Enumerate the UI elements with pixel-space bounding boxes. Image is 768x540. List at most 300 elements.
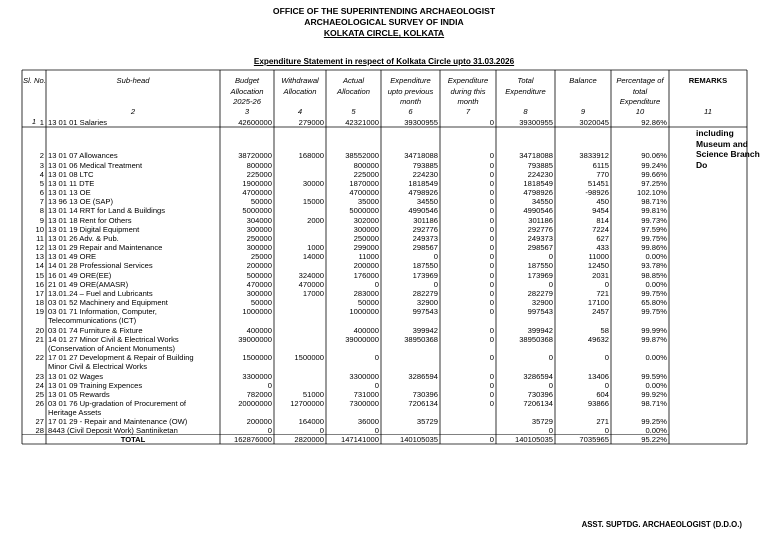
header-exp-month: during this bbox=[450, 86, 486, 96]
row-sub-head: 21 01 49 ORE(AMASR) bbox=[48, 279, 129, 289]
row-pct: 0.00% bbox=[645, 380, 667, 390]
row-sub-head: 17 01 29 - Repair and Maintenance (OW) bbox=[48, 416, 188, 426]
row-balance: 433 bbox=[596, 242, 609, 252]
statement-title: Expenditure Statement in respect of Kolkata Circle upto 31.03.2026 bbox=[253, 57, 515, 66]
row-budget: 304000 bbox=[246, 215, 272, 225]
row-actual: 4700000 bbox=[349, 187, 379, 197]
row-prev: 34550 bbox=[416, 196, 438, 206]
row-pct: 98.71% bbox=[641, 398, 667, 408]
row-sl-no: 25 bbox=[35, 389, 44, 399]
row-sl-no: 7 bbox=[39, 196, 44, 206]
column-number: 5 bbox=[351, 107, 356, 116]
row-month: 0 bbox=[489, 160, 494, 170]
row-month: 0 bbox=[489, 215, 494, 225]
row-withdrawal: 324000 bbox=[298, 270, 324, 280]
row-prev: 249373 bbox=[412, 233, 438, 243]
row-pct: 0.00% bbox=[645, 251, 667, 261]
row-sl-no: 18 bbox=[35, 297, 44, 307]
row-sub-head: 13 01 02 Wages bbox=[48, 371, 104, 381]
row-month: 0 bbox=[489, 297, 494, 307]
row-month: 0 bbox=[489, 169, 494, 179]
header-actual: Actual bbox=[342, 76, 365, 85]
header-exp-prev: Expenditure bbox=[390, 76, 431, 85]
row-month: 0 bbox=[489, 224, 494, 234]
row-pct: 90.06% bbox=[641, 150, 667, 160]
row-balance: 49632 bbox=[587, 334, 609, 344]
row-balance: 13406 bbox=[587, 371, 609, 381]
remarks-note: including Museum and Science Branch Do bbox=[696, 128, 760, 170]
row-total: 292776 bbox=[527, 224, 553, 234]
row-withdrawal: 51000 bbox=[302, 389, 324, 399]
row-sub-head: 13 01 05 Rewards bbox=[48, 389, 110, 399]
total-withdrawal: 2820000 bbox=[294, 435, 324, 445]
row-pct: 93.78% bbox=[641, 260, 667, 270]
row-sl-no: 4 bbox=[39, 169, 44, 179]
row-prev: 997543 bbox=[412, 306, 438, 316]
column-number: 10 bbox=[635, 107, 645, 116]
row-balance: 0 bbox=[604, 279, 609, 289]
row-pct: 0.00% bbox=[645, 279, 667, 289]
row-budget: 1900000 bbox=[242, 178, 272, 188]
row-month: 0 bbox=[489, 260, 494, 270]
row-prev: 298567 bbox=[412, 242, 438, 252]
row-budget: 300000 bbox=[246, 242, 272, 252]
row-prev: 4798926 bbox=[408, 187, 438, 197]
row-prev: 35729 bbox=[416, 416, 438, 426]
row-actual: 300000 bbox=[353, 224, 379, 234]
row-sl-no: 22 bbox=[35, 352, 44, 362]
row-prev: 730396 bbox=[412, 389, 438, 399]
row-sub-head: 03 01 71 Information, Computer, bbox=[48, 306, 157, 316]
row-sub-head: 8443 (Civil Deposit Work) Santiniketan bbox=[48, 425, 178, 435]
column-number: 11 bbox=[704, 107, 712, 116]
header-percent: Expenditure bbox=[619, 97, 661, 106]
header-sl-no: Sl. No. bbox=[23, 76, 46, 85]
total-month: 0 bbox=[489, 435, 494, 445]
row-actual: 176000 bbox=[353, 270, 379, 280]
row-actual: 800000 bbox=[353, 160, 379, 170]
row-pct: 0.00% bbox=[645, 352, 667, 362]
row-budget: 50000 bbox=[250, 297, 272, 307]
row-pct: 97.59% bbox=[641, 224, 667, 234]
row-budget: 39000000 bbox=[238, 334, 272, 344]
row-prev: 34718088 bbox=[404, 150, 438, 160]
row-month: 0 bbox=[489, 279, 494, 289]
row-total: 34550 bbox=[531, 196, 553, 206]
row-month: 0 bbox=[489, 242, 494, 252]
row-pct: 98.85% bbox=[641, 270, 667, 280]
row-prev: 301186 bbox=[413, 215, 438, 225]
row-budget: 225000 bbox=[246, 169, 272, 179]
row-actual: 11000 bbox=[358, 251, 379, 261]
row-sl-no: 6 bbox=[39, 187, 44, 197]
row-total: 0 bbox=[548, 251, 553, 261]
row-budget: 50000 bbox=[250, 196, 272, 206]
row-sl-no: 3 bbox=[39, 160, 44, 170]
row-balance: 770 bbox=[596, 169, 609, 179]
row-sub-head: 13.01.24 – Fuel and Lubricants bbox=[48, 288, 153, 298]
header-total: Total bbox=[517, 76, 534, 85]
row-sl-no: 19 bbox=[35, 306, 44, 316]
row-sub-head: Minor Civil & Electrical Works bbox=[48, 361, 148, 371]
row-actual: 50000 bbox=[357, 297, 379, 307]
row-sl-no: 17 bbox=[35, 288, 44, 298]
total-actual: 147141000 bbox=[340, 435, 379, 445]
row-sub-head: 13 01 01 Salaries bbox=[48, 118, 108, 127]
row-balance: 0 bbox=[604, 352, 609, 362]
row-balance: 0 bbox=[604, 380, 609, 390]
total-budget: 162876000 bbox=[233, 435, 272, 445]
row-budget: 250000 bbox=[246, 233, 272, 243]
column-number: 7 bbox=[465, 107, 471, 116]
row-sub-head: 13 01 07 Allowances bbox=[48, 150, 118, 160]
column-number: 9 bbox=[580, 107, 586, 116]
row-budget: 300000 bbox=[246, 224, 272, 234]
column-number: 2 bbox=[130, 107, 136, 116]
row-total: 4990546 bbox=[523, 205, 553, 215]
row-actual: 400000 bbox=[353, 325, 379, 335]
row-total: 282279 bbox=[527, 288, 553, 298]
row-sub-head: 13 01 29 Repair and Maintenance bbox=[48, 242, 163, 252]
header-withdrawal: Withdrawal bbox=[281, 76, 319, 85]
header-exp-month: Expenditure bbox=[447, 76, 489, 85]
row-month: 0 bbox=[489, 205, 494, 215]
row-prev: 292776 bbox=[412, 224, 438, 234]
row-balance: 627 bbox=[596, 233, 609, 243]
row-withdrawal: 30000 bbox=[302, 178, 324, 188]
row-total: 0 bbox=[548, 425, 553, 435]
row-actual: 5000000 bbox=[349, 205, 379, 215]
row-total: 301186 bbox=[528, 215, 553, 225]
row-budget: 500000 bbox=[246, 270, 272, 280]
row-sl-no: 10 bbox=[35, 224, 44, 234]
row-prev: 224230 bbox=[412, 169, 438, 179]
row-sl-no: 8 bbox=[39, 205, 44, 215]
row-total: 730396 bbox=[527, 389, 553, 399]
row-total: 4798926 bbox=[523, 187, 553, 197]
signature-line: ASST. SUPTDG. ARCHAEOLOGIST (D.D.O.) bbox=[581, 520, 742, 529]
column-number: 1 bbox=[31, 117, 37, 126]
row-balance: 12450 bbox=[587, 260, 609, 270]
row-budget: 200000 bbox=[246, 416, 272, 426]
row-sl-no: 24 bbox=[35, 380, 44, 390]
header-sub-head: Sub-head bbox=[116, 76, 150, 85]
row-pct: 97.25% bbox=[641, 178, 667, 188]
row-sl-no: 13 bbox=[35, 251, 44, 261]
row-prev: 0 bbox=[433, 279, 438, 289]
header-budget: Allocation bbox=[230, 86, 264, 96]
row-prev: 38950368 bbox=[404, 334, 438, 344]
row-total: 1818549 bbox=[523, 178, 553, 188]
row-budget: 4700000 bbox=[242, 187, 272, 197]
row-sl-no: 9 bbox=[39, 215, 44, 225]
header-budget: 2025-26 bbox=[233, 97, 261, 106]
row-sub-head: 13 01 06 Medical Treatment bbox=[48, 160, 143, 170]
row-pct: 92.86% bbox=[641, 118, 667, 127]
row-pct: 0.00% bbox=[645, 425, 667, 435]
row-withdrawal: 15000 bbox=[302, 196, 324, 206]
row-pct: 99.75% bbox=[641, 288, 667, 298]
row-total: 997543 bbox=[527, 306, 553, 316]
row-actual: 7300000 bbox=[349, 398, 379, 408]
row-prev: 282279 bbox=[412, 288, 438, 298]
row-month: 0 bbox=[489, 306, 494, 316]
row-actual: 250000 bbox=[353, 233, 379, 243]
header-exp-month: month bbox=[457, 97, 479, 106]
row-total: 0 bbox=[548, 380, 553, 390]
row-budget: 200000 bbox=[246, 260, 272, 270]
row-actual: 302000 bbox=[353, 215, 379, 225]
row-sub-head: 13 01 49 ORE bbox=[48, 251, 97, 261]
row-pct: 99.87% bbox=[641, 334, 667, 344]
row-month: 0 bbox=[489, 233, 494, 243]
row-sub-head: 13 01 19 Digital Equipment bbox=[48, 224, 140, 234]
row-prev: 3286594 bbox=[408, 371, 438, 381]
row-budget: 470000 bbox=[246, 279, 272, 289]
row-balance: 271 bbox=[596, 416, 609, 426]
row-pct: 98.71% bbox=[641, 196, 667, 206]
row-balance: 51451 bbox=[587, 178, 609, 188]
row-withdrawal: 12700000 bbox=[290, 398, 324, 408]
row-budget: 0 bbox=[267, 380, 272, 390]
row-actual: 200000 bbox=[353, 260, 379, 270]
row-actual: 1870000 bbox=[349, 178, 379, 188]
row-balance: 604 bbox=[596, 389, 609, 399]
total-prev: 140105035 bbox=[399, 435, 438, 445]
row-prev: 187550 bbox=[412, 260, 438, 270]
row-sub-head: 13 01 18 Rent for Others bbox=[48, 215, 132, 225]
organisation-name: ARCHAEOLOGICAL SURVEY OF INDIA bbox=[304, 17, 464, 27]
row-budget: 400000 bbox=[246, 325, 272, 335]
row-balance: 17100 bbox=[587, 297, 609, 307]
row-prev: 1818549 bbox=[408, 178, 438, 188]
row-balance: 721 bbox=[596, 288, 609, 298]
row-actual: 42321000 bbox=[345, 118, 379, 127]
row-prev: 4990546 bbox=[408, 205, 438, 215]
row-month: 0 bbox=[489, 178, 494, 188]
row-budget: 25000 bbox=[250, 251, 272, 261]
row-prev: 793885 bbox=[412, 160, 438, 170]
row-sl-no: 16 bbox=[35, 279, 44, 289]
row-balance: 2031 bbox=[592, 270, 609, 280]
row-sub-head: (Conservation of Ancient Monuments) bbox=[48, 343, 176, 353]
row-withdrawal: 1500000 bbox=[294, 352, 324, 362]
row-actual: 1000000 bbox=[349, 306, 379, 316]
row-balance: 814 bbox=[596, 215, 609, 225]
row-actual: 0 bbox=[374, 352, 379, 362]
column-number: 8 bbox=[523, 107, 528, 116]
header-budget: Budget bbox=[234, 76, 260, 85]
row-withdrawal: 1000 bbox=[307, 242, 324, 252]
row-balance: 9454 bbox=[592, 205, 609, 215]
row-sub-head: 13 01 14 RRT for Land & Buildings bbox=[48, 205, 166, 215]
row-sl-no: 15 bbox=[35, 270, 44, 280]
row-balance: 0 bbox=[604, 425, 609, 435]
row-month: 0 bbox=[489, 334, 494, 344]
row-pct: 99.81% bbox=[641, 205, 667, 215]
row-prev: 39300955 bbox=[404, 118, 438, 127]
row-budget: 20000000 bbox=[238, 398, 272, 408]
row-budget: 42600000 bbox=[238, 118, 272, 127]
row-sub-head: 16 01 49 ORE(EE) bbox=[48, 270, 112, 280]
row-total: 249373 bbox=[527, 233, 553, 243]
row-month: 0 bbox=[489, 118, 494, 127]
row-total: 7206134 bbox=[523, 398, 553, 408]
row-sl-no: 23 bbox=[35, 371, 44, 381]
row-total: 35729 bbox=[531, 416, 553, 426]
row-sl-no: 20 bbox=[35, 325, 44, 335]
row-budget: 300000 bbox=[246, 288, 272, 298]
row-total: 0 bbox=[548, 352, 553, 362]
row-sl-no: 2 bbox=[39, 150, 44, 160]
row-actual: 225000 bbox=[353, 169, 379, 179]
row-balance: -98926 bbox=[585, 187, 609, 197]
total-label: TOTAL bbox=[120, 435, 146, 445]
row-actual: 36000 bbox=[357, 416, 379, 426]
row-sub-head: 13 01 09 Training Expences bbox=[48, 380, 143, 390]
row-prev: 173969 bbox=[412, 270, 438, 280]
row-prev: 0 bbox=[433, 251, 438, 261]
row-total: 3286594 bbox=[523, 371, 553, 381]
header-remarks: REMARKS bbox=[688, 76, 728, 85]
header-exp-prev: upto previous bbox=[387, 86, 434, 96]
row-sub-head: 13 96 13 OE (SAP) bbox=[48, 196, 114, 206]
row-sl-no: 5 bbox=[39, 178, 44, 188]
row-balance: 11000 bbox=[588, 251, 609, 261]
row-sl-no: 14 bbox=[35, 260, 44, 270]
row-month: 0 bbox=[489, 352, 494, 362]
row-sub-head: 14 01 27 Minor Civil & Electrical Works bbox=[48, 334, 179, 344]
row-pct: 99.75% bbox=[641, 306, 667, 316]
row-actual: 0 bbox=[374, 279, 379, 289]
row-balance: 6115 bbox=[592, 160, 609, 170]
row-month: 0 bbox=[489, 288, 494, 298]
row-actual: 0 bbox=[374, 380, 379, 390]
row-sub-head: 03 01 52 Machinery and Equipment bbox=[48, 297, 168, 307]
row-month: 0 bbox=[489, 380, 494, 390]
row-total: 173969 bbox=[527, 270, 553, 280]
row-sl-no: 1 bbox=[39, 118, 44, 127]
row-pct: 99.73% bbox=[641, 215, 667, 225]
row-pct: 65.80% bbox=[641, 297, 667, 307]
row-withdrawal: 2000 bbox=[307, 215, 324, 225]
row-pct: 99.99% bbox=[641, 325, 667, 335]
row-balance: 2457 bbox=[592, 306, 609, 316]
row-sub-head: 14 01 28 Professional Services bbox=[48, 260, 153, 270]
row-total: 793885 bbox=[527, 160, 553, 170]
header-actual: Allocation bbox=[337, 86, 370, 96]
row-withdrawal: 0 bbox=[319, 425, 324, 435]
row-total: 0 bbox=[548, 279, 553, 289]
row-sl-no: 28 bbox=[35, 425, 44, 435]
row-withdrawal: 17000 bbox=[302, 288, 324, 298]
total-balance: 7035965 bbox=[579, 435, 609, 445]
row-sub-head: 03 01 76 Up-gradation of Procurement of bbox=[48, 398, 187, 408]
column-number: 6 bbox=[408, 107, 413, 116]
row-sl-no: 26 bbox=[35, 398, 44, 408]
header-exp-prev: month bbox=[399, 97, 422, 106]
row-pct: 99.75% bbox=[641, 233, 667, 243]
header-percent: total bbox=[632, 86, 648, 96]
row-total: 187550 bbox=[527, 260, 553, 270]
office-title: OFFICE OF THE SUPERINTENDING ARCHAEOLOGIST bbox=[272, 6, 496, 16]
row-balance: 3833912 bbox=[579, 150, 609, 160]
circle-name: KOLKATA CIRCLE, KOLKATA bbox=[323, 28, 445, 38]
row-sub-head: 13 01 08 LTC bbox=[48, 169, 94, 179]
row-prev: 399942 bbox=[412, 325, 438, 335]
row-month: 0 bbox=[489, 371, 494, 381]
row-budget: 3300000 bbox=[242, 371, 272, 381]
row-pct: 99.25% bbox=[641, 416, 667, 426]
row-total: 38950368 bbox=[519, 334, 553, 344]
row-sub-head: Heritage Assets bbox=[48, 407, 102, 417]
row-month: 0 bbox=[489, 187, 494, 197]
row-total: 32900 bbox=[531, 297, 553, 307]
row-balance: 450 bbox=[596, 196, 609, 206]
row-withdrawal: 168000 bbox=[298, 150, 324, 160]
row-pct: 99.86% bbox=[641, 242, 667, 252]
row-pct: 99.24% bbox=[641, 160, 667, 170]
total-pct: 95.22% bbox=[641, 435, 667, 445]
row-actual: 299000 bbox=[353, 242, 379, 252]
row-balance: 93866 bbox=[587, 398, 609, 408]
row-budget: 38720000 bbox=[238, 150, 272, 160]
row-pct: 99.66% bbox=[641, 169, 667, 179]
row-month: 0 bbox=[489, 251, 494, 261]
header-percent: Percentage of bbox=[616, 76, 664, 85]
row-actual: 39000000 bbox=[345, 334, 379, 344]
row-sl-no: 27 bbox=[35, 416, 44, 426]
row-sub-head: 03 01 74 Furniture & Fixture bbox=[48, 325, 143, 335]
header-balance: Balance bbox=[569, 76, 597, 85]
row-balance: 3020045 bbox=[579, 118, 609, 127]
row-pct: 99.92% bbox=[641, 389, 667, 399]
row-sl-no: 11 bbox=[36, 233, 44, 243]
header-withdrawal: Allocation bbox=[283, 86, 317, 96]
row-actual: 283000 bbox=[353, 288, 379, 298]
row-balance: 7224 bbox=[592, 224, 609, 234]
row-month: 0 bbox=[489, 150, 494, 160]
row-actual: 3300000 bbox=[349, 371, 379, 381]
row-total: 399942 bbox=[527, 325, 553, 335]
row-total: 224230 bbox=[527, 169, 553, 179]
row-month: 0 bbox=[489, 325, 494, 335]
row-sub-head: 13 01 26 Adv. & Pub. bbox=[48, 233, 119, 243]
row-budget: 782000 bbox=[246, 389, 272, 399]
row-withdrawal: 279000 bbox=[298, 118, 324, 127]
row-withdrawal: 164000 bbox=[298, 416, 324, 426]
row-actual: 38552000 bbox=[345, 150, 379, 160]
row-prev: 32900 bbox=[416, 297, 438, 307]
row-sub-head: 13 01 13 OE bbox=[48, 187, 91, 197]
row-actual: 35000 bbox=[357, 196, 379, 206]
row-sub-head: 13 01 11 DTE bbox=[48, 178, 95, 188]
row-prev: 7206134 bbox=[408, 398, 438, 408]
column-number: 3 bbox=[244, 107, 250, 116]
row-month: 0 bbox=[489, 398, 494, 408]
row-actual: 731000 bbox=[353, 389, 379, 399]
row-total: 34718088 bbox=[519, 150, 553, 160]
row-budget: 1500000 bbox=[242, 352, 272, 362]
row-sl-no: 12 bbox=[35, 242, 44, 252]
row-withdrawal: 470000 bbox=[298, 279, 324, 289]
row-sub-head: 17 01 27 Development & Repair of Building bbox=[48, 352, 194, 362]
row-sub-head: Telecommunications (ICT) bbox=[48, 315, 137, 325]
row-month: 0 bbox=[489, 389, 494, 399]
total-total: 140105035 bbox=[514, 435, 553, 445]
column-number: 4 bbox=[297, 107, 303, 116]
row-balance: 58 bbox=[600, 325, 609, 335]
